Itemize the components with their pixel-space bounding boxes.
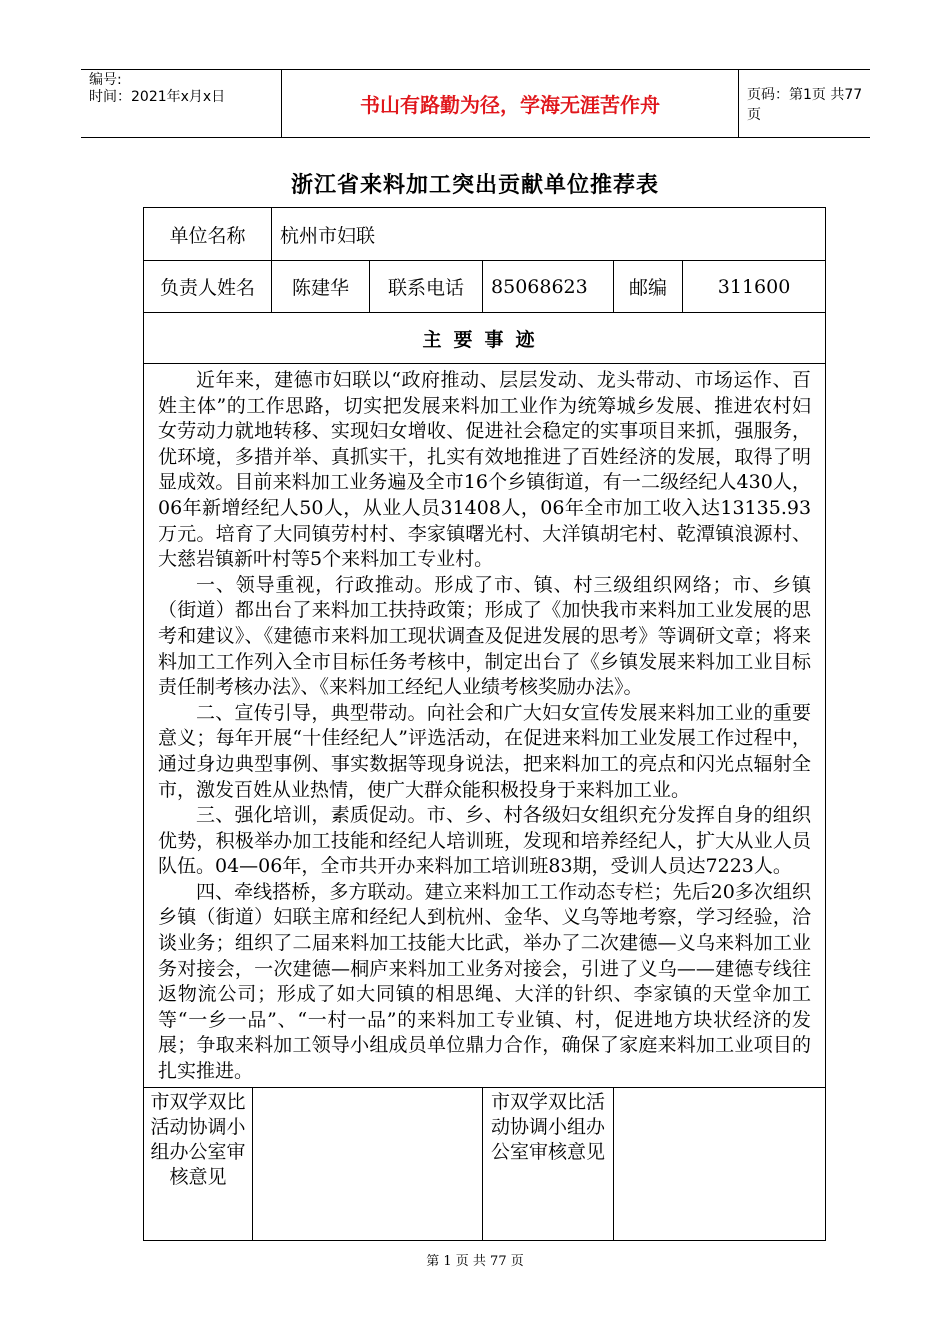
review-label-1: 市双学双比活动协调小组办公室审核意见	[144, 1087, 253, 1240]
document-title: 浙江省来料加工突出贡献单位推荐表	[290, 173, 659, 198]
review-field-2[interactable]	[614, 1087, 826, 1240]
recommendation-form	[143, 207, 826, 1241]
phone-label: 联系电话	[370, 261, 483, 313]
zip-value: 311600	[683, 261, 826, 313]
zip-label: 邮编	[614, 261, 683, 313]
paragraph: 近年来，建德市妇联以“政府推动、层层发动、龙头带动、市场运作、百姓主体”的工作思路，切实把发展来料加工业作为统筹城乡发展、推进农村妇女劳动力就地转移、实现妇女增收、促进社会稳定的实事项目来抓，强服务，优环境，多措并举、真抓实干，扎实有效地推进了百姓经济的发展，取得了明显成效。目前来料加工业务遍及全市16个乡镇街道，有一二级经纪人430人，06年新增经纪人50人，从业人员31408人，06年全市加工收入达13135.93万元。培育了大同镇劳村村、李家镇曙光村、大洋镇胡宅村、乾潭镇浪源村、大慈岩镇新叶村等5个来料加工专业村。	[158, 369, 812, 571]
time-label: 时间：2021年x月x日	[89, 89, 226, 105]
number-label: 编号:	[89, 72, 122, 88]
main-deeds-text	[144, 364, 826, 1088]
header-meta	[89, 72, 279, 106]
section-title: 主要事迹	[144, 313, 826, 364]
paragraph: 四、牵线搭桥，多方联动。建立来料加工工作动态专栏；先后20多次组织乡镇（街道）妇联主席和经纪人到杭州、金华、义乌等地考察，学习经验，洽谈业务；组织了二届来料加工技能大比武，举办了二次建德—义乌来料加工业务对接会，一次建德—桐庐来料加工业务对接会，引进了义乌——建德专线往返物流公司；形成了如大同镇的相思绳、大洋的针织、李家镇的天堂伞加工等“一乡一品”、“一村一品”的来料加工专业镇、村，促进地方块状经济的发展；争取来料加工领导小组成员单位鼎力合作，确保了家庭来料加工业项目的扎实推进。	[158, 880, 812, 1083]
page-footer: 第 1 页 共 77 页	[426, 1254, 524, 1269]
page-header	[81, 69, 870, 138]
paragraph: 三、强化培训，素质促动。市、乡、村各级妇女组织充分发挥自身的组织优势，积极举办加工技能和经纪人培训班，发现和培养经纪人，扩大从业人员队伍。04—06年，全市共开办来料加工培训班83期，受训人员达7223人。	[158, 804, 812, 878]
review-field-1[interactable]	[253, 1087, 483, 1240]
header-motto: 书山有路勤为径，学海无涯苦作舟	[281, 70, 739, 137]
unit-name-label: 单位名称	[144, 208, 272, 261]
paragraph: 一、领导重视，行政推动。形成了市、镇、村三级组织网络；市、乡镇（街道）都出台了来料加工扶持政策；形成了《加快我市来料加工业发展的思考和建议》、《建德市来料加工现状调查及促进发展的思考》等调研文章；将来料加工工作列入全市目标任务考核中，制定出台了《乡镇发展来料加工业目标责任制考核办法》、《来料加工经纪人业绩考核奖励办法》。	[158, 573, 812, 699]
leader-label: 负责人姓名	[144, 261, 272, 313]
leader-value: 陈建华	[272, 261, 370, 313]
header-page-info: 页码：第1页 共77页	[747, 86, 863, 123]
review-label-2: 市双学双比活动协调小组办公室审核意见	[483, 1087, 614, 1240]
paragraph: 二、宣传引导，典型带动。向社会和广大妇女宣传发展来料加工业的重要意义；每年开展“十佳经纪人”评选活动，在促进来料加工业发展工作过程中，通过身边典型事例、事实数据等现身说法，把来料加工的亮点和闪光点辐射全市，激发百姓从业热情，使广大群众能积极投身于来料加工业。	[158, 701, 812, 801]
unit-name-value: 杭州市妇联	[272, 208, 826, 261]
phone-value: 85068623	[483, 261, 614, 313]
